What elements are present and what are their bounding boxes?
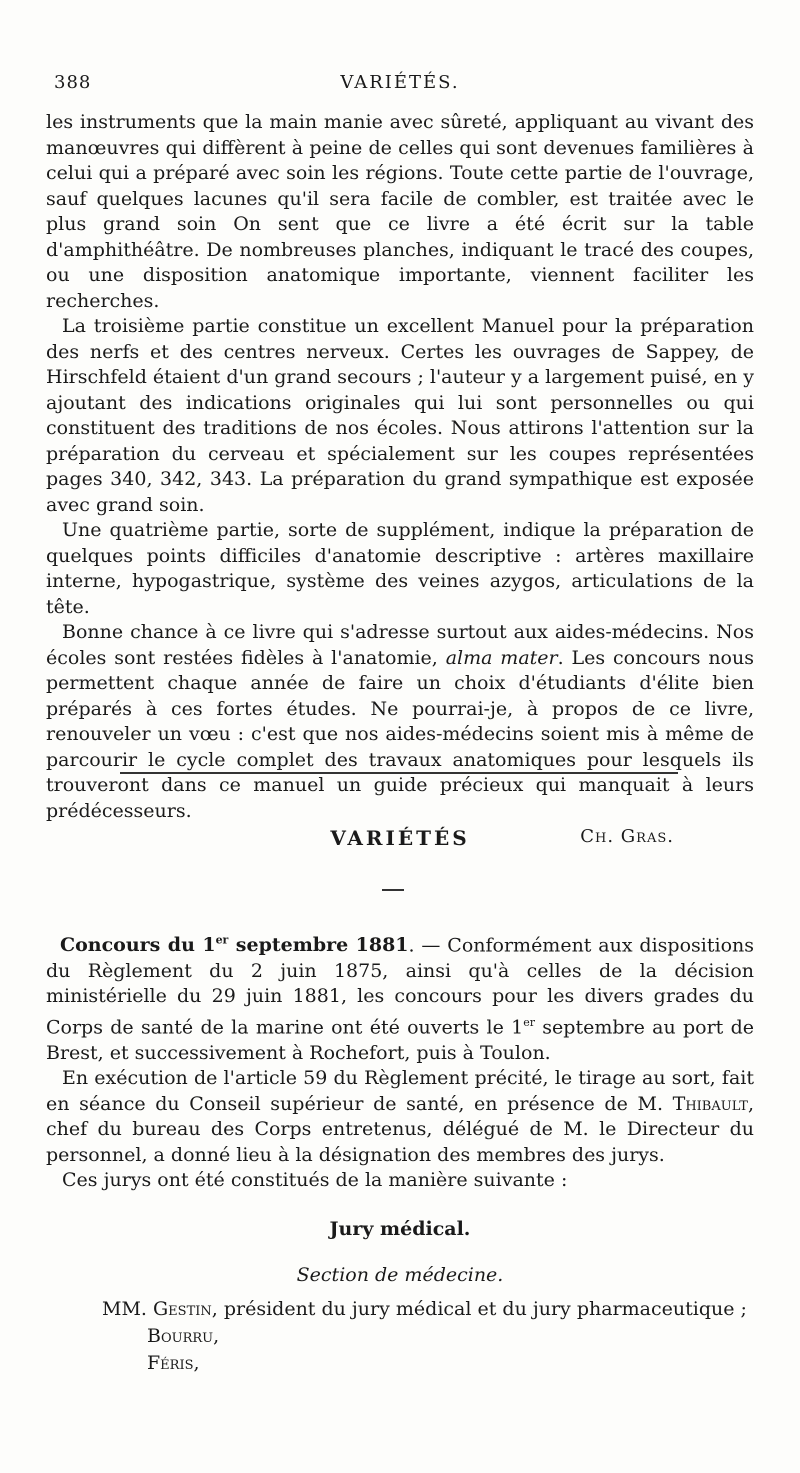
concours-p2-a: En exécution de l'article 59 du Règlement précité, le tirage au sort, fait en séance du Conseil supérieur de santé, en présence de M. xyxy=(46,1067,754,1115)
concours-p1-a: . — Conformément aux dispositions du Règlement du 2 juin 1875, ainsi qu'à celles de la décision ministérielle du 29 juin 1881, les concours pour les divers grades du Corps de santé de la marine ont été ouverts le 1 xyxy=(46,934,754,1039)
concours-title-a: Concours du 1 xyxy=(60,934,216,957)
concours-p1-b: septembre au port de Brest, et successivement à Rochefort, puis à Toulon. xyxy=(46,1016,754,1064)
member1-role: , président du jury médical et du jury pharmaceutique ; xyxy=(211,1298,747,1320)
review-paragraph-2: La troisième partie constitue un excellent Manuel pour la préparation des nerfs et des centres nerveux. Certes les ouvrages de Sappey, de Hirschfeld étaient d'un grand secours ; l'auteur y a largement puisé, en y ajoutant des indications originales qui lui sont personnelles ou qui constituent des traditions de nos écoles. Nous attirons l'attention sur la préparation du cerveau et spécialement sur les coupes représentées pages 340, 342, 343. La préparation du grand sympathique est exposée avec grand soin. xyxy=(46,315,755,516)
jury-members xyxy=(102,1296,747,1377)
review-paragraph-1: les instruments que la main manie avec sûreté, appliquant au vivant des manœuvres qui diffèrent à peine de celles qui sont devenues familières à celui qui a préparé avec soin les régions. Toute cette partie de l'ouvrage, sauf quelques lacunes qu'il sera facile de combler, est traitée avec le plus grand soin On sent que ce livre a été écrit sur la table d'amphithéâtre. De nombreuses planches, indiquant le tracé des coupes, ou une disposition anatomique importante, viennent faciliter les recherches. xyxy=(46,111,754,312)
members-prefix: MM. xyxy=(102,1298,153,1320)
member-row-2: Bourru, xyxy=(147,1325,220,1347)
section-title: VARIÉTÉS xyxy=(330,826,470,850)
section-divider xyxy=(120,772,678,774)
concours-paragraph-1 xyxy=(46,928,754,1066)
alma-mater: alma mater xyxy=(445,646,558,669)
review-continuation xyxy=(46,110,754,850)
running-head: VARIÉTÉS. xyxy=(340,72,460,93)
review-paragraph-4 xyxy=(46,620,754,824)
concours-p1-sup: er xyxy=(523,1015,535,1029)
jury-title: Jury médical. xyxy=(329,1218,471,1240)
review-p4-text-b: . Les concours nous permettent chaque année de faire un choix d'étudiants d'élite bien préparés à ces fortes études. Ne pourrai-je, à propos de ce livre, renouveler un vœu : c'est que nos aides-médecins soient mis à même de parcourir le cycle complet des travaux anatomiques pour lesquels ils trouveront dans ce manuel un guide précieux qui manquait à leurs prédécesseurs. xyxy=(46,646,754,822)
concours-article xyxy=(46,928,754,1194)
concours-title-sup: er xyxy=(215,934,229,947)
concours-title xyxy=(60,934,409,956)
page-header xyxy=(46,72,754,102)
member-row-1 xyxy=(102,1296,747,1323)
member-row-3: Féris, xyxy=(147,1352,200,1374)
concours-paragraph-3: Ces jurys ont été constitués de la manière suivante : xyxy=(62,1169,568,1192)
title-dash xyxy=(382,889,404,891)
thibault-name: Thibault xyxy=(672,1092,748,1115)
review-p4-text-a: Bonne chance à ce livre qui s'adresse surtout aux aides-médecins. Nos écoles sont restées fidèles à l'anatomie, xyxy=(46,621,754,669)
review-paragraph-3: Une quatrième partie, sorte de supplément, indique la préparation de quelques points difficiles d'anatomie descriptive : artères maxillaire interne, hypogastrique, système des veines azygos, articulations de la tête. xyxy=(46,519,754,618)
concours-p2-b: , chef du bureau des Corps entretenus, délégué de M. le Directeur du personnel, a donné lieu à la désignation des membres des jurys. xyxy=(46,1092,754,1166)
member-gestin: Gestin xyxy=(153,1298,212,1320)
concours-paragraph-2 xyxy=(46,1066,754,1168)
concours-title-b: septembre 1881 xyxy=(228,934,409,957)
subsection-title: Section de médecine. xyxy=(296,1264,504,1286)
page-number: 388 xyxy=(54,72,92,93)
signature: Ch. Gras. xyxy=(580,826,674,847)
